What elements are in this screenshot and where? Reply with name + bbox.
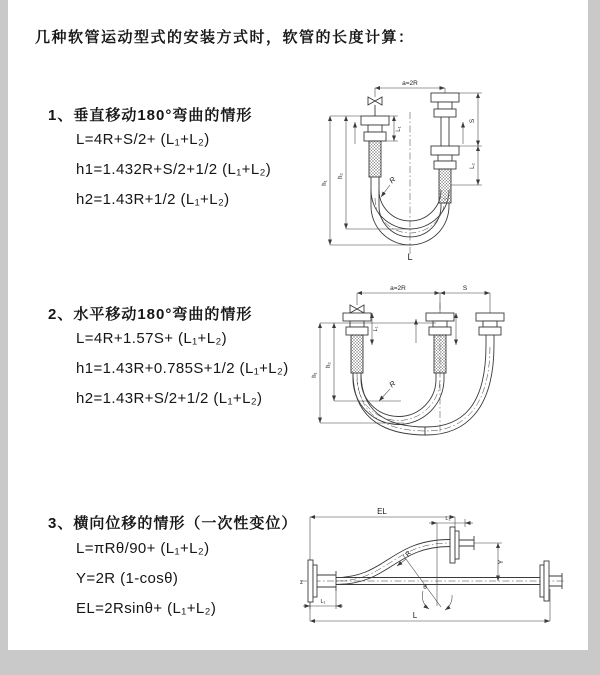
diagram-vertical-180-bend: [310, 68, 552, 268]
valve-icon: [368, 97, 382, 116]
dim-label-a2r: a=2R: [402, 80, 418, 87]
formula: L=4R+S/2+ (L₁+L₂): [76, 131, 210, 148]
braided-hose-section: [439, 169, 451, 203]
radius-label: R: [404, 550, 414, 559]
section2-heading: 2、水平移动180°弯曲的情形: [48, 306, 253, 323]
diagram-horizontal-180-bend: [306, 283, 596, 455]
upper-flange: [450, 527, 474, 563]
section1-heading: 1、垂直移动180°弯曲的情形: [48, 107, 253, 124]
dim-label-s: S: [469, 118, 476, 124]
formula: L=πRθ/90+ (L₁+L₂): [76, 540, 210, 557]
left-flange-fitting: [361, 116, 389, 177]
diagram-lateral-displacement: [298, 503, 598, 643]
radius-callout: [381, 175, 398, 197]
right-flange-fitting-lower: [431, 146, 459, 203]
dim-label-l1: L₁: [320, 599, 326, 605]
dim-label-l: L: [412, 611, 418, 620]
braided-hose-section: [434, 335, 446, 373]
dim-label-l2: L₂: [445, 516, 451, 522]
dim-label-h2: h₂: [326, 362, 332, 368]
dim-label-s: S: [462, 285, 468, 292]
u-bend-hoses: [353, 335, 494, 435]
formula: h1=1.432R+S/2+1/2 (L₁+L₂): [76, 161, 272, 178]
formula: EL=2Rsinθ+ (L₁+L₂): [76, 600, 217, 617]
dim-label-a2r: a=2R: [390, 285, 406, 292]
datum-label: z: [300, 580, 303, 586]
radius-label: R: [387, 174, 398, 186]
angle-construction: [403, 523, 452, 610]
left-flange-fitting: [343, 313, 371, 373]
formula: h2=1.43R+1/2 (L₁+L₂): [76, 191, 230, 208]
right-flange-fitting-upper: [431, 93, 459, 146]
section3-heading: 3、横向位移的情形（一次性变位）: [48, 515, 298, 532]
dim-label-el: EL: [377, 507, 387, 516]
braided-hose-section: [369, 141, 381, 177]
formula: h2=1.43R+S/2+1/2 (L₁+L₂): [76, 390, 263, 407]
valve-icon: [350, 305, 364, 313]
dimension-s: [440, 285, 490, 313]
page-title: 几种软管运动型式的安装方式时，软管的长度计算：: [35, 29, 415, 46]
dimension-a2r: [357, 285, 440, 313]
right-flange-fitting: [476, 313, 504, 335]
dim-label-y: Y: [498, 559, 505, 565]
radius-callout: [379, 379, 398, 401]
dimension-l: [310, 589, 550, 621]
dimension-y: [474, 543, 505, 581]
length-label: L: [407, 252, 413, 262]
braided-hose-section: [351, 335, 363, 373]
angle-label: θ: [423, 584, 427, 591]
dim-label-h2: h₂: [338, 173, 344, 179]
dimension-el: [310, 507, 455, 560]
formula: h1=1.43R+0.785S+1/2 (L₁+L₂): [76, 360, 289, 377]
dim-label-l1: L₁: [396, 126, 402, 132]
radius-label: R: [387, 378, 398, 390]
dimension-l2: [429, 516, 473, 527]
centerline: [300, 543, 566, 581]
formula: Y=2R (1-cosθ): [76, 570, 179, 587]
dim-label-h1: h₁: [312, 372, 318, 378]
middle-flange-fitting: [426, 313, 454, 373]
dimension-s: [459, 93, 482, 146]
dim-label-l1: L₁: [373, 326, 379, 332]
dim-label-l2: L₂: [470, 163, 476, 169]
dim-label-h1: h₁: [322, 180, 328, 186]
formula: L=4R+1.57S+ (L₁+L₂): [76, 330, 228, 347]
